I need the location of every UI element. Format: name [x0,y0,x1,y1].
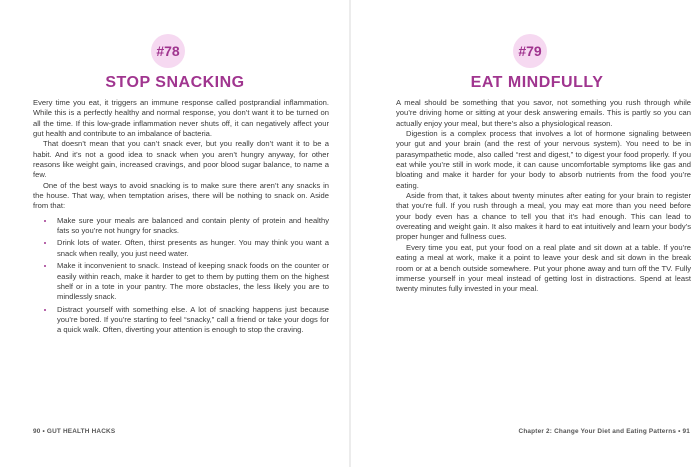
list-item: • Distract yourself with something else. A lot of snacking happens just because you’re bored. If you’re starting to feel “snacky,” call a friend or take your dogs for a quick walk. Often, diverting your attention is enough to stop the craving. [55,305,329,336]
paragraph: That doesn’t mean that you can’t snack ever, but you really don’t want it to be a habit. And it’s not a good idea to snack when you aren’t hungry anyway, for other reasons like weight gain, increased cravings, and poor blood sugar balance, to name a few. [33,139,329,180]
right-page [350,0,700,467]
paragraph: Aside from that, it takes about twenty minutes after eating for your brain to register that you’re full. If you rush through a meal, you may eat more than you need before your body even has a chance to tell you that it’s had enough. This can lead to overeating and weight gain. It also makes it hard to eat intuitively and learn your body’s proper hunger and fullness cues. [396,191,691,242]
paragraph: Every time you eat, put your food on a real plate and sit down at a table. If you’re eating a meal at work, make it a point to leave your desk and sit down in the break room or at a bench outside somewhere. Put your phone away and turn off the TV. Fully immerse yourself in your meal instead of getting lost in distractions. Spend at least twenty minutes fully invested in your meal. [396,242,691,294]
list-item: • Make it inconvenient to snack. Instead of keeping snack foods on the counter or easily within reach, make it harder to get to them by putting them on the highest shelf or in a tote in your pantry. The more obstacles, the less likely you are to mindlessly snack. [55,261,329,302]
tip-number-badge [513,34,547,68]
tips-list [33,216,329,336]
section-body [33,98,329,338]
page-footer: Chapter 2: Change Your Diet and Eating Patterns • 91 [518,428,690,435]
paragraph: One of the best ways to avoid snacking is to make sure there aren’t any snacks in the house. That way, when temptation arises, there will be nothing to snack on. Aside from that: [33,180,329,211]
page-footer: 90 • GUT HEALTH HACKS [33,428,116,435]
section-body [396,98,691,295]
list-item: • Drink lots of water. Often, thirst presents as hunger. You may think you want a snack when really, you just need water. [55,238,329,259]
section-title: STOP SNACKING [105,74,245,91]
tip-number: #79 [518,43,542,59]
list-item: • Make sure your meals are balanced and contain plenty of protein and healthy fats so you’re not hungry for snacks. [55,216,329,237]
section-title: EAT MINDFULLY [470,74,604,91]
paragraph: A meal should be something that you savor, not something you rush through while you’re driving home or sitting at your desk answering emails. This is partly so you can actually enjoy your meal, but there’s also a physiological reason. [396,98,691,128]
paragraph: Every time you eat, it triggers an immune response called postprandial inflammation. While this is a perfectly healthy and normal response, you don’t want it to be turned on all the time. If this low-grade inflammation never shuts off, it can negatively affect your gut health and contribute to an imbalance of bacteria. [33,98,329,139]
tip-number: #78 [156,43,180,59]
paragraph: Digestion is a complex process that involves a lot of hormone signaling between your gut and your brain (and the rest of your nervous system). You need to be in parasympathetic mode, also called “rest and digest,” to digest your food properly. If you eat while you’re still in work mode, it can cause uncomfortable symptoms like gas and bloating and make it harder for your body to absorb nutrients from the food you’re eating. [396,129,691,190]
tip-number-badge [151,34,185,68]
